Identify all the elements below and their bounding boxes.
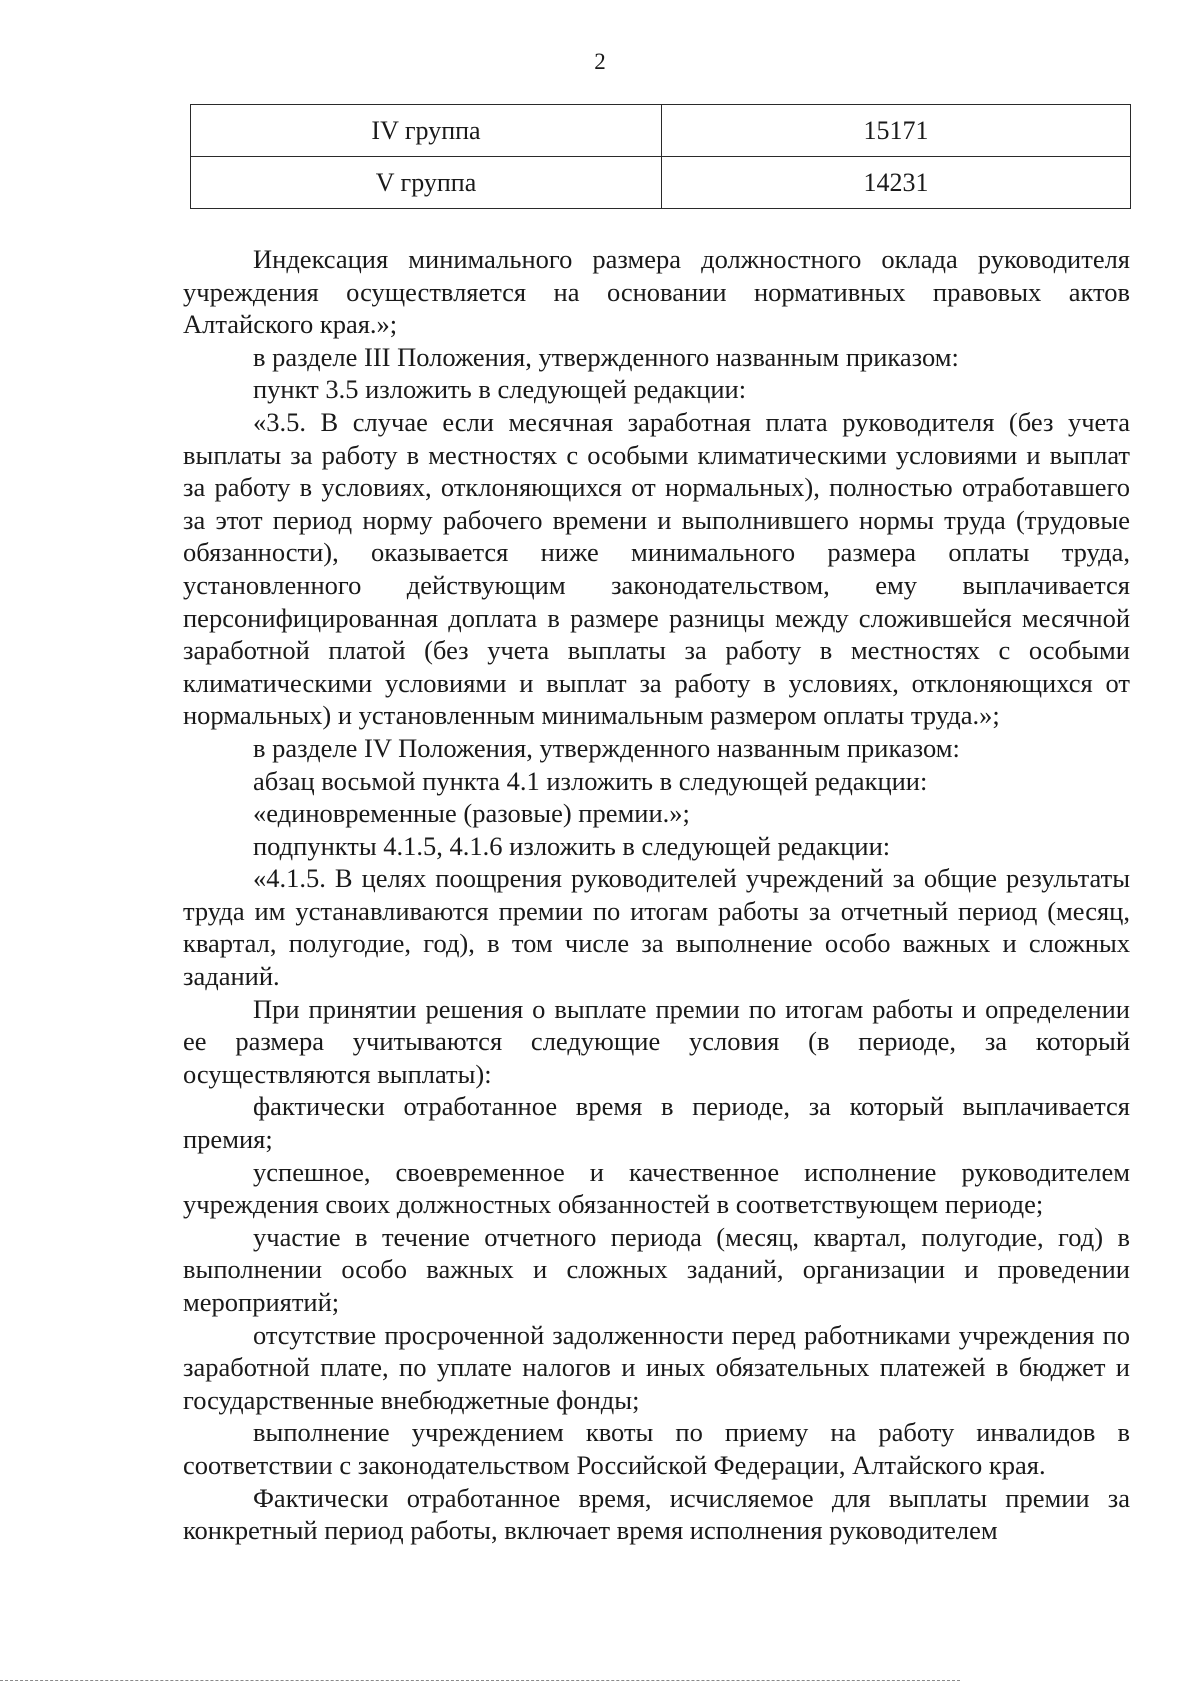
salary-group-table (190, 104, 1131, 209)
paragraph: в разделе IV Положения, утвержденного названным приказом: (253, 732, 960, 763)
paragraph: фактически отработанное время в периоде, за который выплачивается премия; (183, 1091, 1130, 1155)
paragraph: пункт 3.5 изложить в следующей редакции: (253, 374, 747, 405)
paragraph: Индексация минимального размера должностного оклада руководителя учреждения осуществляется на основании нормативных правовых актов Алтайского края.»; (183, 244, 1130, 340)
paragraph: абзац восьмой пункта 4.1 изложить в следующей редакции: (253, 765, 928, 796)
group-cell: IV группа (191, 105, 662, 157)
paragraph: «единовременные (разовые) премии.»; (253, 798, 690, 829)
group-cell: V группа (191, 157, 662, 209)
value-cell: 14231 (662, 157, 1131, 209)
paragraph: отсутствие просроченной задолженности перед работниками учреждения по заработной плате, по уплате налогов и иных обязательных платежей в бюджет и государственные внебюджетные фонды; (183, 1319, 1130, 1415)
value-cell: 15171 (662, 105, 1131, 157)
paragraph: При принятии решения о выплате премии по итогам работы и определении ее размера учитываются следующие условия (в периоде, за который осуществляются выплаты): (183, 993, 1130, 1089)
paragraph: «4.1.5. В целях поощрения руководителей учреждений за общие результаты труда им устанавливаются премии по итогам работы за отчетный период (месяц, квартал, полугодие, год), в том числе за выполнение особо важных и сложных заданий. (183, 863, 1130, 992)
paragraph: выполнение учреждением квоты по приему на работу инвалидов в соответствии с законодательством Российской Федерации, Алтайского края. (183, 1417, 1130, 1480)
document-body (183, 243, 1130, 1547)
paragraph: «3.5. В случае если месячная заработная плата руководителя (без учета выплаты за работу в местностях с особыми климатическими условиями и выплат за работу в условиях, отклоняющихся от нормальных), полностью отработавшего за этот период норму рабочего времени и выполнившего нормы труда (трудовые обязанности), оказывается ниже минимального размера оплаты труда, установленного действующим законодательством, ему выплачивается персонифицированная доплата в размере разницы между сложившейся месячной заработной платой (без учета выплаты за работу в местностях с особыми климатическими условиями и выплат за работу в условиях, отклоняющихся от нормальных) и установленным минимальным размером оплаты труда.»; (183, 406, 1130, 731)
paragraph: Фактически отработанное время, исчисляемое для выплаты премии за конкретный период работы, включает время исполнения руководителем (183, 1482, 1130, 1546)
paragraph: участие в течение отчетного периода (месяц, квартал, полугодие, год) в выполнении особо важных и сложных заданий, организации и проведении мероприятий; (183, 1221, 1130, 1317)
paragraph: в разделе III Положения, утвержденного названным приказом: (253, 341, 959, 372)
page-number: 2 (594, 49, 606, 74)
table-row (191, 105, 1131, 157)
footer-divider (0, 1680, 960, 1681)
paragraph: подпункты 4.1.5, 4.1.6 изложить в следующей редакции: (253, 830, 891, 861)
table-row (191, 157, 1131, 209)
paragraph: успешное, своевременное и качественное исполнение руководителем учреждения своих должностных обязанностей в соответствующем периоде; (183, 1156, 1130, 1220)
